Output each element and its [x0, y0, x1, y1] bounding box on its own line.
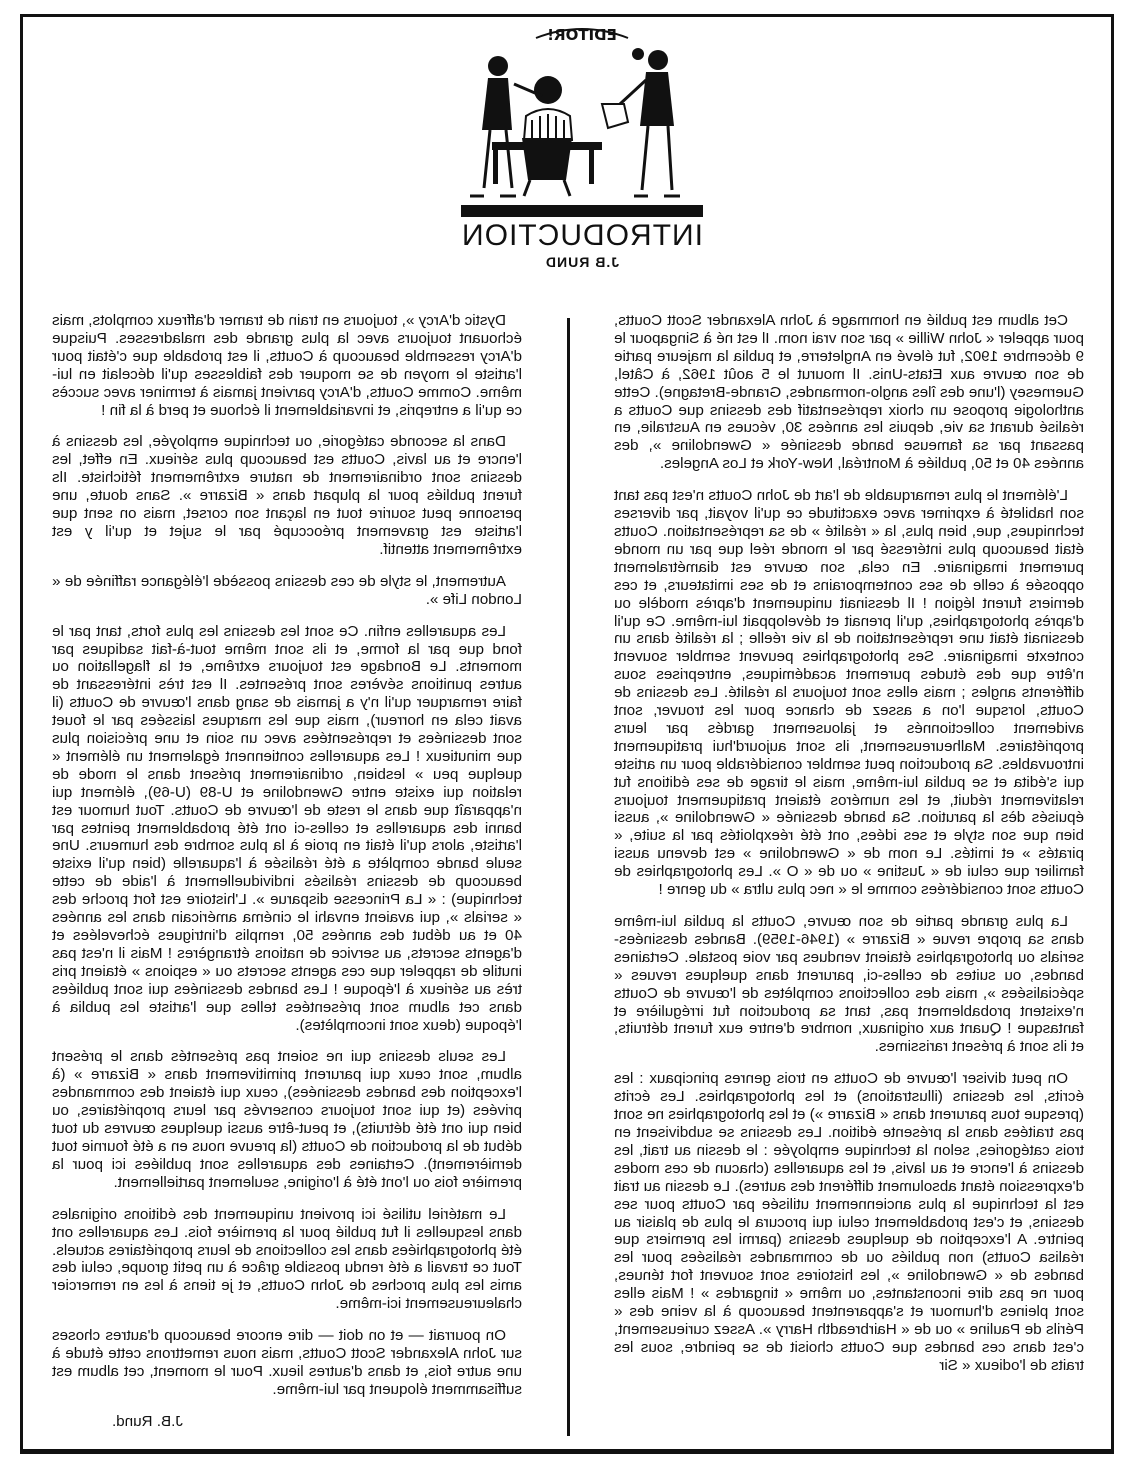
- paragraph: L'élément le plus remarquable de l'art de John Coutts n'est pas tant son habileté à exprimer avec exactitude ce qu'il voyait, par diverses techniques, que, bien plus, la « réalité » de sa représentation. Coutts était beaucoup plus intéressé par le monde réel que par un monde purement imaginaire. En cela, son œuvre est diamétralement opposée à celle de ses contemporains et de ses imitateurs, et ces derniers furent légion ! Il dessinait uniquement d'après modèle ou d'après photographies, qu'il prenait et développait lui-même. Ce qu'il dessinait était une représentation de la vie réelle ; la réalité dans un contexte imaginaire. Ses photographies peuvent sembler souvent n'être que des études purement académiques, entreprises sous différents angles ; mais elles sont toujours la réalité. Les dessins de Coutts, lorsque l'on a assez de chance pour les trouver, sont avidement collectionnés et jalousement gardés par leurs propriétaires. Malheureusement, ils sont aujourd'hui pratiquement introuvables. Sa production peut sembler considérable pour un artiste qui s'édita et se publia lui-même, mais le tirage de ses éditions fut relativement réduit, et les numéros étaient pratiquement toujours épuisés dès la parution. Sa bande dessinée « Gwendoline », aussi bien que son style et ses idées, ont été réexploités par la suite, « piratés » et imités. Le nom de « Gwendoline » est devenu aussi familier que celui de « Justine » ou de « O ». Les photographies de Coutts sont considérées comme le « nec plus ultra » du genre !: [614, 487, 1084, 899]
- paragraph: Les seuls dessins qui ne soient pas présentés dans le présent album, sont ceux qui parurent primitivement dans « Bizarre » (à l'exception des bandes dessinées), ceux qui étaient des commandes privées (et qui sont toujours conservés par leurs propriétaires, ou bien qui ont été détruits), et peut-être aussi quelques œuvres du tout début de la production de Coutts (la preuve nous en a été fournie tout dernièrement). Certaines des aquarelles sont publiées ici pour la première fois ou l'ont été à l'origine, seulement partiellement.: [52, 1048, 522, 1191]
- paragraph: Autrement, le style de ces dessins possède l'élégance raffinée de « London Life ».: [52, 572, 522, 608]
- paragraph: Dans la seconde catégorie, ou technique employée, les dessins à l'encre et au lavis, Coutts est beaucoup plus sérieux. En effet, les dessins sont ordinairement de nature extrêmement fétichiste. Ils furent publiés pour la plupart dans « Bizarre ». Sans doute, une personne peut sourire tout en laçant son corset, mais on sent que l'artiste est gravement préoccupé par le sujet et qu'il y est extrêmement attentif.: [52, 433, 522, 558]
- signature: J.B. Rund.: [112, 1412, 183, 1430]
- paragraph: On peut diviser l'œuvre de Coutts en trois genres principaux : les écrits, les dessins (illustrations) et les photographies. Les écrits (presque tous parurent dans « Bizarre ») et les photographies ne sont pas traitées dans la présente édition. Les dessins se subdivisent en trois catégories, selon la technique employée : le dessin au trait, les dessins à l'encre et au lavis, et les aquarelles (chacun de ces modes d'expression étant absolument différent des autres). Le dessin au trait est la technique la plus anciennement utilisée par Coutts pour ses dessins, et c'est probablement celui qui procura le plus de plaisir au peintre. A l'exception de quelques dessins (parmi les premiers que réalisa Coutts) non publiés ou de commandes réalisées pour les bandes de « Gwendoline », les histoires sont souvent fort ténues, pour ne pas dire inconstantes, ou même « tingardes » ! Mais elles sont pleines d'humour et s'apparentent beaucoup à la veine des « Périls de Pauline » ou de « Hairbreadth Harry ». Assez curieusement, c'est dans ces bandes que Coutts choisit de se peindre, sous les traits de l'odieux « Sir: [614, 1070, 1084, 1374]
- paragraph: Les aquarelles enfin. Ce sont les dessins les plus forts, tant par le fond que par la forme, et ils sont même tout-à-fait sadiques par moments. Le Bondage est toujours extrême, et la flagellation ou autres punitions sévères sont présentes. Il est très intéressant de faire remarquer qu'il n'y a jamais de sang dans l'œuvre de Coutts (il avait cela en horreur), mais que les marques laissées par le fouet sont dessinées et représentées avec un soin et une précision plus que minutieux ! Les aquarelles contiennent également un élément « quelque peu » lesbien, ordinairement présent dans le mode de relation qui existe entre Gwendoline et U-89 (U-69), élément qui n'apparaît que dans le reste de l'œuvre de Coutts. Tout humour est banni des aquarelles et celles-ci ont été probablement peintes par l'artiste, alors qu'il était en proie à la plus sombre des humeurs. Une seule bande complète a été réalisée à l'aquarelle (bien qu'il existe beaucoup de dessins réalisés individuellement à l'aide de cette technique) : « La Princesse disparue ». L'histoire est fort proche des « serials », qui avaient envahi le cinéma américain dans les années 40 et au début des années 50, remplis d'intrigues échevelées et d'agents secrets, au service de nations étrangères ! Mais il n'est pas inutile de rappeler que ces agents secrets ou « espions » étaient pris très au sérieux à l'époque ! Les bandes dessinées qui sont publiées dans cet album sont présentées telles que l'artiste les publia à l'époque (deux sont incomplètes).: [52, 622, 522, 1034]
- column-divider: [567, 318, 570, 1436]
- text-column-b: [52, 312, 522, 1445]
- editor-illustration: [466, 20, 698, 200]
- author-byline: J.B RUND: [544, 254, 620, 270]
- paragraph: La plus grande partie de son œuvre, Coutts la publia lui-même dans sa propre revue « Bizarre » (1946-1959). Bandes dessinées-serials ou photographies étaient vendues par voie postale. Certaines bandes, ou suites de celles-ci, parurent dans quelques revues « spécialisées », mais des collections complètes de l'œuvre de Coutts n'existent probablement pas, tant sa production fut irrégulière et fantasque ! Quant aux originaux, nombre d'entre eux furent détruits, et ils sont à présent rarissimes.: [614, 913, 1084, 1056]
- paragraph: Le matériel utilisé ici provient uniquement des éditions originales dans lesquelles il fut publié pour la première fois. Les aquarelles ont été photographiées dans les collections de leurs propriétaires actuels. Tout ce travail a été rendu possible grâce à un petit groupe, celui des amis les plus proches de John Coutts, et je tiens à les en remercier chaleureusement ici-même.: [52, 1205, 522, 1313]
- title-bar: [461, 205, 703, 217]
- paragraph: Dystic d'Arcy », toujours en train de tramer d'affreux complots, mais échouant toujours avec la plus grande des maladresses. Puisque d'Arcy ressemble beaucoup à Coutts, il est probable que c'était pour l'artiste le moyen de se moquer des faiblesses qu'il décelait en lui-même. Comme Coutts, d'Arcy parvient jamais à terminer avec succès ce qu'il a entrepris, et invariablement il échoue et perd à la fin !: [52, 312, 522, 419]
- page-title: INTRODUCTION: [461, 219, 703, 252]
- text-column-a: [614, 312, 1084, 1389]
- paragraph: On pourrait — et on doit — dire encore beaucoup d'autres choses sur John Alexander Scott Coutts, mais nous remettrons cette étude à une autre fois, et dans d'autres lieux. Pour le moment, cet album est suffisamment éloquent par lui-même.: [52, 1327, 522, 1398]
- editor-sign-text: EDITOR!: [547, 26, 617, 44]
- paragraph: Cet album est publié en hommage à John Alexander Scott Coutts, pour appeler « John Willie » par son vrai nom. Il est né à Singapour le 9 décembre 1902, fut élevé en Angleterre, et publia la majeure partie de son œuvre aux Etats-Unis. Il mourut le 5 août 1962, à Câtel, Guernesey (l'une des îles anglo-normandes, Grande-Bretagne). Cette anthologie propose un choix représentatif des dessins que Coutts a réalisé durant sa vie, depuis les années 30, vécues en Australie, en passant par sa fameuse bande dessinée « Gwendoline », des années 40 et 50, publiée à Montréal, New-York et Los Angeles.: [614, 312, 1084, 473]
